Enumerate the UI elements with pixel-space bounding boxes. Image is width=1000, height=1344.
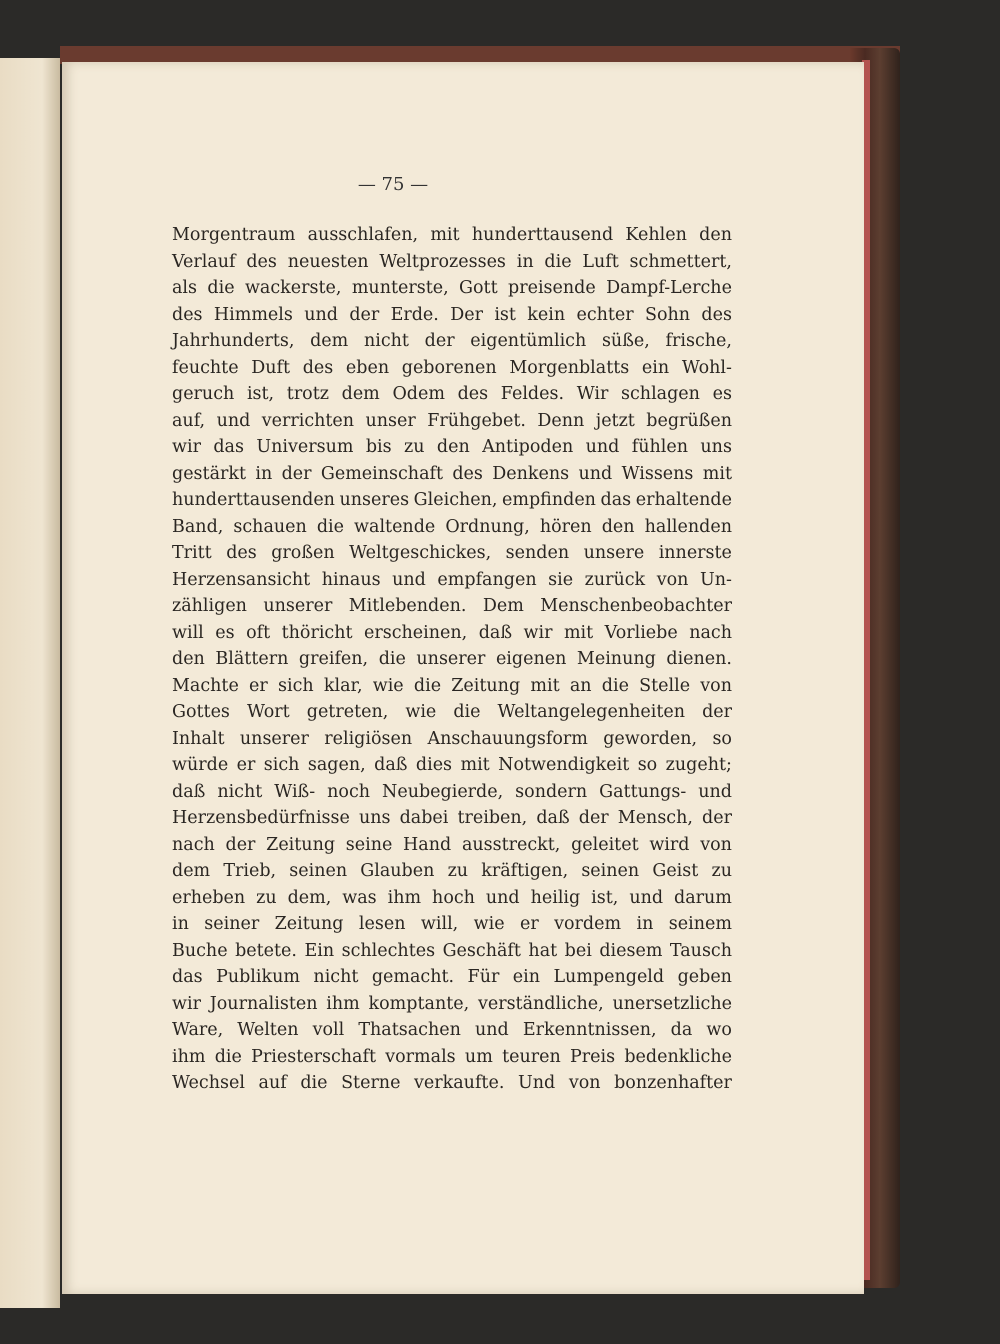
left-page-edge	[0, 58, 60, 1308]
text-line: Wechsel auf die Sterne verkaufte. Und von bonzenhafter	[172, 1073, 732, 1093]
text-line: Ware, Welten voll Thatsachen und Erkenntnissen, da wo	[172, 1020, 732, 1040]
text-line: Morgentraum ausschlafen, mit hunderttausend Kehlen den	[172, 225, 732, 245]
text-line: nach der Zeitung seine Hand ausstreckt, geleitet wird von	[172, 834, 732, 855]
text-line: hunderttausenden unseres Gleichen, empfinden das erhaltende	[172, 490, 732, 510]
text-line: als die wackerste, munterste, Gott preisende Dampf-Lerche	[172, 278, 732, 298]
text-line: Band, schauen die waltende Ordnung, hören den hallenden	[172, 516, 732, 537]
text-line: das Publikum nicht gemacht. Für ein Lumpengeld geben	[172, 967, 732, 987]
text-line: wir das Universum bis zu den Antipoden und fühlen uns	[172, 437, 732, 457]
text-line: Herzensansicht hinaus und empfangen sie zurück von Un-	[172, 569, 732, 590]
text-line: dem Trieb, seinen Glauben zu kräftigen, seinen Geist zu	[172, 861, 732, 881]
text-line: ihm die Priesterschaft vormals um teuren Preis bedenkliche	[172, 1046, 732, 1067]
body-text	[172, 222, 732, 1097]
text-line: Tritt des großen Weltgeschickes, senden unsere innerste	[172, 543, 732, 563]
text-line: Gottes Wort getreten, wie die Weltangelegenheiten der	[172, 702, 732, 722]
text-line: feuchte Duft des eben geborenen Morgenblatts ein Wohl-	[172, 357, 732, 378]
book-page	[62, 62, 864, 1294]
text-line: Jahrhunderts, dem nicht der eigentümlich süße, frische,	[172, 331, 732, 351]
text-line: Buche betete. Ein schlechtes Geschäft hat bei diesem Tausch	[172, 940, 732, 961]
text-line: daß nicht Wiß- noch Neubegierde, sondern Gattungs- und	[172, 781, 732, 802]
text-line: würde er sich sagen, daß dies mit Notwendigkeit so zugeht;	[172, 755, 732, 775]
text-line: Inhalt unserer religiösen Anschauungsform geworden, so	[172, 728, 732, 749]
page-number: — 75 —	[357, 174, 429, 195]
text-line: des Himmels und der Erde. Der ist kein echter Sohn des	[172, 304, 732, 325]
text-line: Verlauf des neuesten Weltprozesses in die Luft schmettert,	[172, 251, 732, 272]
text-line: gestärkt in der Gemeinschaft des Denkens und Wissens mit	[172, 463, 732, 484]
text-line: geruch ist, trotz dem Odem des Feldes. Wir schlagen es	[172, 384, 732, 404]
text-line: Machte er sich klar, wie die Zeitung mit an die Stelle von	[172, 675, 732, 696]
text-line: zähligen unserer Mitlebenden. Dem Menschenbeobachter	[172, 596, 732, 616]
text-line: in seiner Zeitung lesen will, wie er vordem in seinem	[172, 914, 732, 934]
text-line: erheben zu dem, was ihm hoch und heilig ist, und darum	[172, 887, 732, 908]
text-line: wir Journalisten ihm komptante, verständliche, unersetzliche	[172, 993, 732, 1014]
text-line: will es oft thöricht erscheinen, daß wir mit Vorliebe nach	[172, 622, 732, 643]
text-line: den Blättern greifen, die unserer eigenen Meinung dienen.	[172, 649, 732, 669]
text-line: auf, und verrichten unser Frühgebet. Denn jetzt begrüßen	[172, 410, 732, 431]
text-line: Herzensbedürfnisse uns dabei treiben, daß der Mensch, der	[172, 808, 732, 828]
